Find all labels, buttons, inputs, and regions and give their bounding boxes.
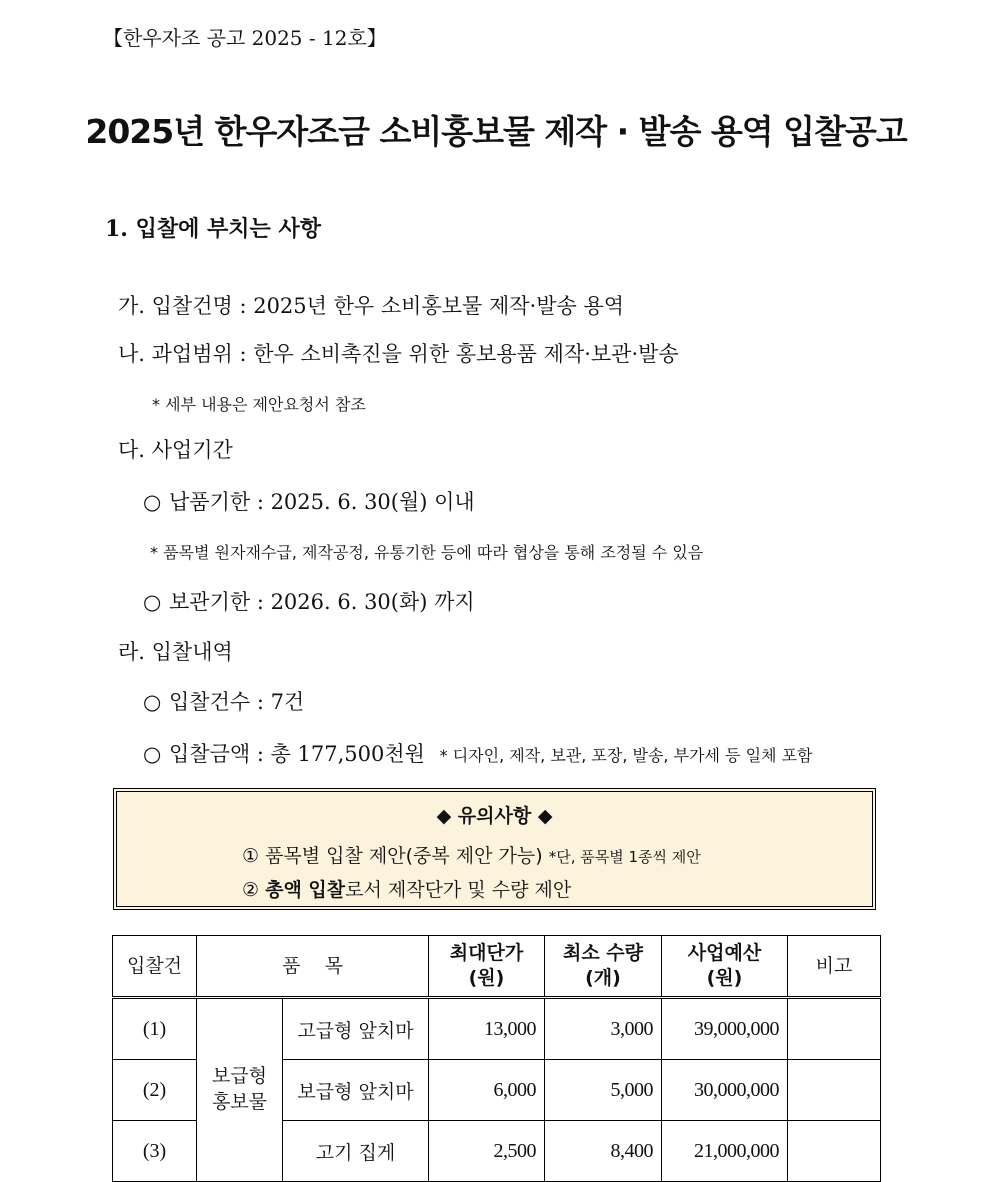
header-max-price-label: 최대단가 [449,942,524,965]
header-budget-label: 사업예산 [687,942,762,965]
notice-number: 【한우자조 공고 2025 - 12호】 [103,26,387,50]
cell-remark [788,998,881,1060]
bid-amount-line [143,738,813,768]
item-ra-bid-details: 라. 입찰내역 [118,640,233,664]
table-header-row [113,936,881,998]
item-ga-bid-name: 가. 입찰건명 : 2025년 한우 소비홍보물 제작·발송 용역 [118,294,625,318]
cell-min-qty: 5,000 [545,1060,662,1121]
cell-bid-no: (2) [113,1060,197,1121]
header-max-price [429,936,545,998]
header-item: 품 목 [197,936,429,998]
header-budget-unit: (원) [706,967,743,989]
delivery-text: 납품기한 : 2025. 6. 30(월) 이내 [169,490,475,514]
cell-group-label [197,998,283,1182]
notice-box-title: ◆ 유의사항 ◆ [436,805,553,827]
notice-line-2-prefix: ② [242,879,260,901]
group-label-line2: 홍보물 [211,1091,268,1113]
notice-line-1-main: ① 품목별 입찰 제안(중복 제안 가능) [242,845,543,867]
notice-line-1 [242,841,701,868]
table-row [113,998,881,1060]
header-bid-no: 입찰건 [113,936,197,998]
cell-item: 고기 집게 [283,1121,429,1182]
cell-max-price: 13,000 [429,998,545,1060]
item-na-scope: 나. 과업범위 : 한우 소비촉진을 위한 홍보용품 제작·보관·발송 [118,342,679,366]
cell-budget: 21,000,000 [662,1121,788,1182]
notice-line-2 [242,875,571,902]
cell-bid-no: (3) [113,1121,197,1182]
notice-box [113,788,876,910]
header-min-qty-label: 최소 수량 [562,942,644,965]
delivery-line [143,486,475,516]
cell-min-qty: 8,400 [545,1121,662,1182]
cell-max-price: 6,000 [429,1060,545,1121]
section-heading: 1. 입찰에 부치는 사항 [105,216,321,242]
cell-item: 보급형 앞치마 [283,1060,429,1121]
bid-count-line [143,686,304,716]
header-budget [662,936,788,998]
bullet-circle-icon: ○ [143,690,162,714]
storage-text: 보관기한 : 2026. 6. 30(화) 까지 [169,590,475,614]
storage-line [143,586,475,616]
bullet-circle-icon: ○ [143,490,162,514]
notice-line-2-rest: 로서 제작단가 및 수량 제안 [345,879,572,901]
header-min-qty-unit: (개) [585,967,621,989]
notice-line-1-note: *단, 품목별 1종씩 제안 [548,848,701,866]
header-min-qty [545,936,662,998]
header-remark: 비고 [788,936,881,998]
cell-min-qty: 3,000 [545,998,662,1060]
cell-bid-no: (1) [113,998,197,1060]
cell-budget: 39,000,000 [662,998,788,1060]
cell-budget: 30,000,000 [662,1060,788,1121]
bid-table [112,935,881,1182]
page-title: 2025년 한우자조금 소비홍보물 제작 · 발송 용역 입찰공고 [85,112,907,151]
cell-remark [788,1121,881,1182]
bid-amount-note: * 디자인, 제작, 보관, 포장, 발송, 부가세 등 일체 포함 [439,746,813,765]
bid-count-text: 입찰건수 : 7건 [169,690,305,714]
delivery-note: * 품목별 원자재수급, 제작공정, 유통기한 등에 따라 협상을 통해 조정될 수 있음 [150,543,704,562]
bullet-circle-icon: ○ [143,742,162,766]
bid-amount-text: 입찰금액 : 총 177,500천원 [169,742,425,766]
bullet-circle-icon: ○ [143,590,162,614]
group-label-line1: 보급형 [211,1065,268,1088]
notice-line-2-bold: 총액 입찰 [265,879,346,901]
cell-max-price: 2,500 [429,1121,545,1182]
item-da-period: 다. 사업기간 [118,438,233,462]
header-max-price-unit: (원) [468,967,505,989]
cell-remark [788,1060,881,1121]
cell-item: 고급형 앞치마 [283,998,429,1060]
scope-note: * 세부 내용은 제안요청서 참조 [152,395,366,414]
